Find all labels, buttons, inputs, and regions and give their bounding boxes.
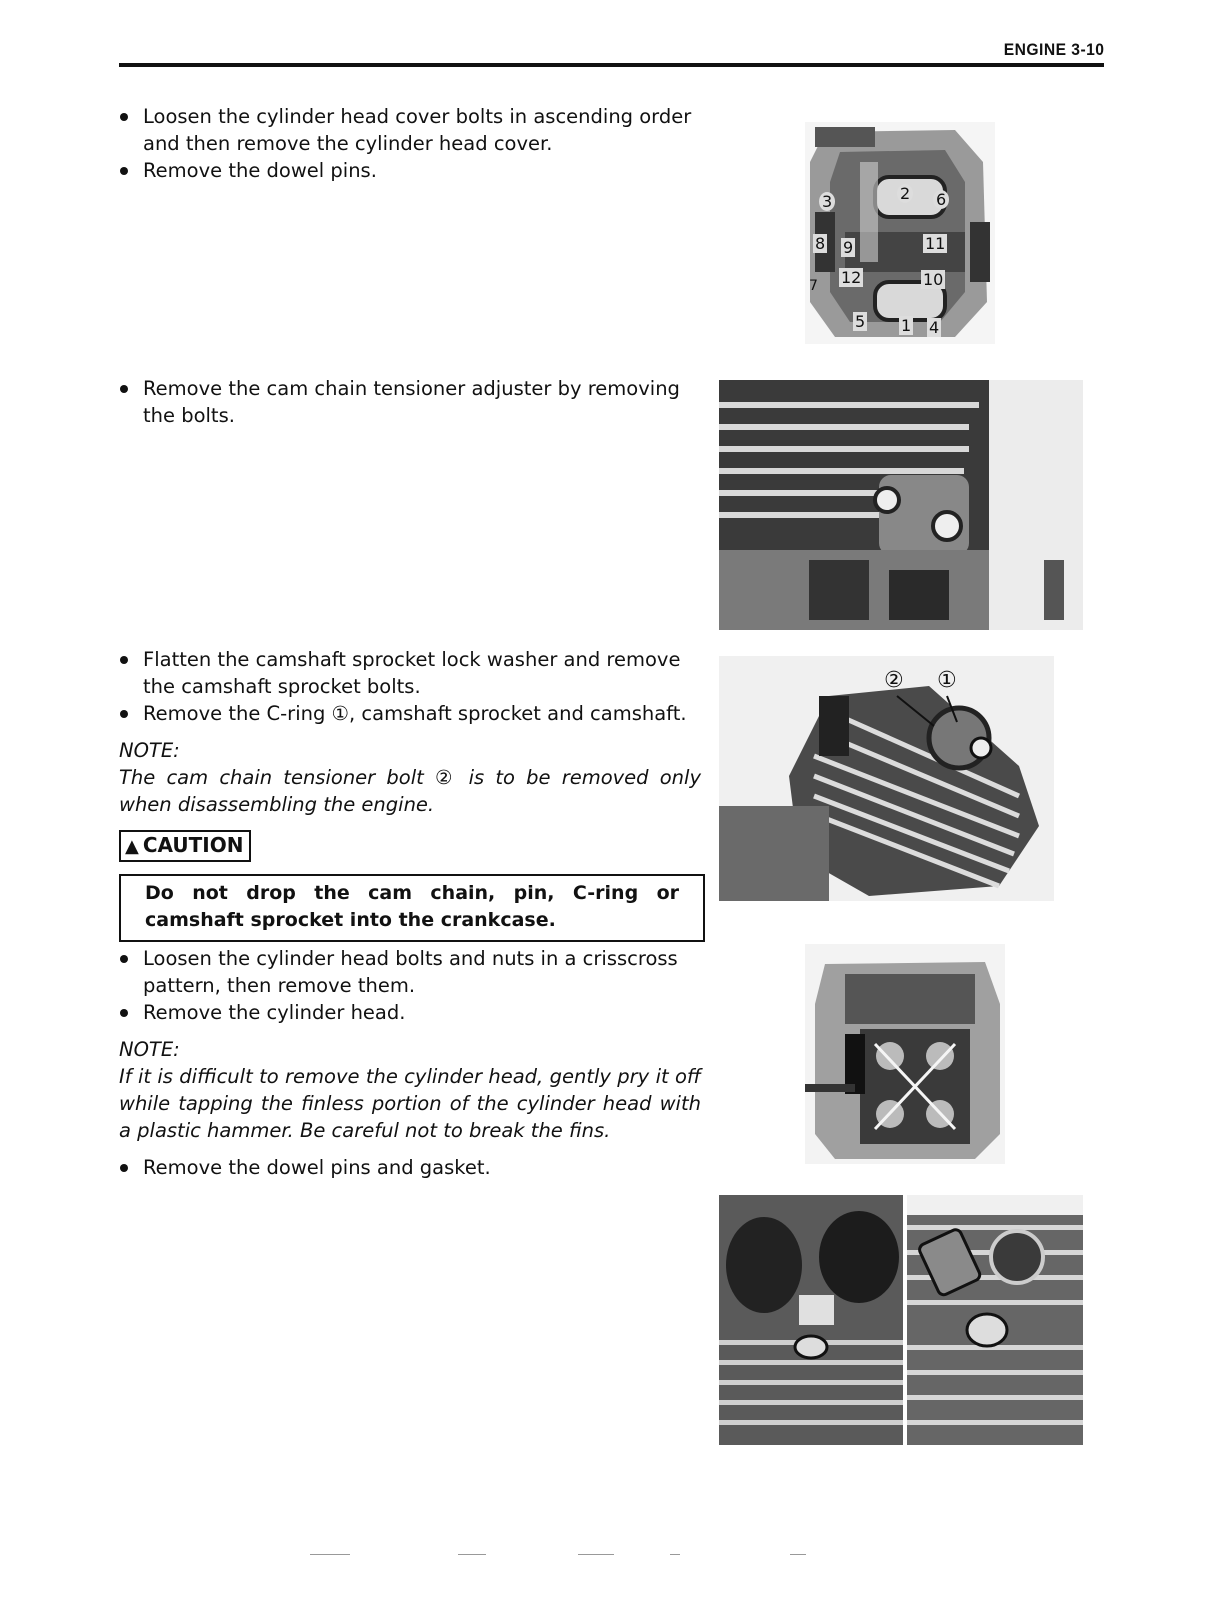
scan-artifacts <box>310 1552 830 1558</box>
note-text: If it is difficult to remove the cylinder head, gently pry it off while tapping the finless portion of the cylinder head with a plastic hammer. Be careful not to break the fins. <box>119 1065 701 1142</box>
note-label: NOTE: <box>119 1038 180 1061</box>
list-item: Flatten the camshaft sprocket lock washer and remove the camshaft sprocket bolts. <box>119 646 701 700</box>
bullet-list <box>119 945 701 1026</box>
section-tensioner <box>119 375 701 429</box>
photo-cylinder-head-crisscross <box>805 944 1005 1164</box>
list-item: Remove the dowel pins and gasket. <box>119 1154 701 1181</box>
photo-head-cover-bolt-order <box>805 122 995 344</box>
caution-text: Do not drop the cam chain, pin, C-ring or camshaft sprocket into the crankcase. <box>145 882 679 931</box>
bolt-label-10: 10 <box>923 270 944 289</box>
bolt-label-3: 3 <box>819 192 835 211</box>
bolt-label-2: 2 <box>897 184 913 203</box>
warning-triangle-icon: ▲ <box>125 836 139 857</box>
callout-1: ① <box>937 668 957 693</box>
note-label: NOTE: <box>119 739 180 762</box>
section-camshaft <box>119 646 701 862</box>
list-item: Remove the C-ring ①, camshaft sprocket and camshaft. <box>119 700 701 727</box>
bolt-label-12: 12 <box>841 268 862 287</box>
section-cylinder-head <box>119 945 701 1181</box>
list-item: Loosen the cylinder head bolts and nuts in a crisscross pattern, then remove them. <box>119 945 701 999</box>
caution-box <box>119 874 705 942</box>
bolt-label-9: 9 <box>843 238 854 257</box>
bolt-label-1: 1 <box>901 316 912 335</box>
list-item: Remove the cylinder head. <box>119 999 701 1026</box>
list-item: Remove the dowel pins. <box>119 157 701 184</box>
bolt-label-6: 6 <box>933 190 949 209</box>
bolt-label-4: 4 <box>929 318 940 337</box>
photo-dowel-pins-left <box>719 1195 903 1445</box>
caution-label-text: CAUTION <box>142 833 244 857</box>
bolt-label-5: 5 <box>855 312 866 331</box>
section-head-cover <box>119 103 701 184</box>
bullet-list <box>119 375 701 429</box>
photo-dowel-pins-right <box>907 1195 1083 1445</box>
page-header <box>119 36 1104 68</box>
bullet-list <box>119 1154 701 1181</box>
note-text: The cam chain tensioner bolt ② is to be removed only when disassembling the engine. <box>119 766 701 816</box>
bolt-label-11: 11 <box>925 234 946 253</box>
photo-camshaft-sprocket <box>719 656 1054 901</box>
list-item: Loosen the cylinder head cover bolts in ascending order and then remove the cylinder head cover. <box>119 103 701 157</box>
bolt-label-7: 7 <box>809 278 818 294</box>
bullet-list <box>119 103 701 184</box>
bolt-label-8: 8 <box>815 234 826 253</box>
photo-cam-chain-tensioner <box>719 380 1083 630</box>
bullet-list <box>119 646 701 727</box>
list-item: Remove the cam chain tensioner adjuster by removing the bolts. <box>119 375 701 429</box>
header-rule <box>119 63 1104 67</box>
callout-2: ② <box>884 668 904 693</box>
page-title: ENGINE 3-10 <box>1003 40 1104 59</box>
caution-label <box>119 830 251 862</box>
